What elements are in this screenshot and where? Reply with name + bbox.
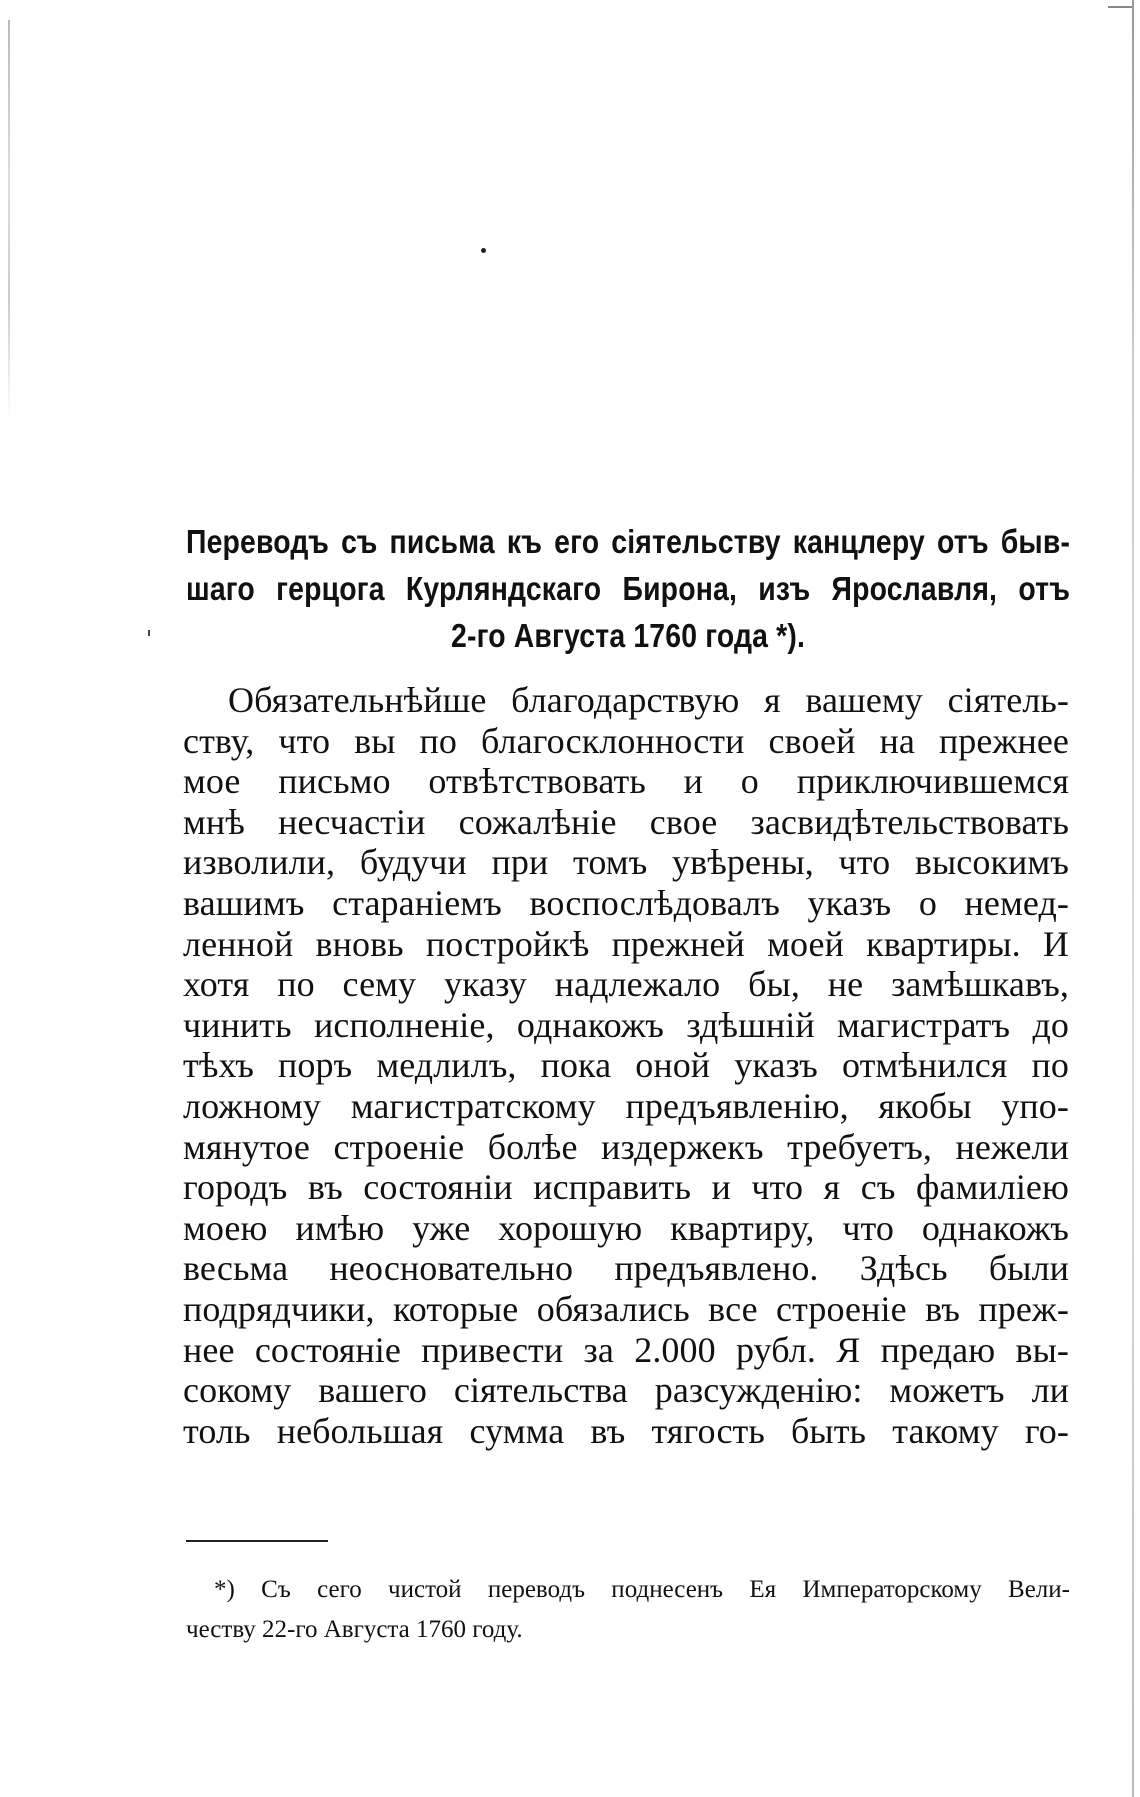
scan-edge-left (8, 20, 10, 420)
scan-edge-right (1132, 0, 1134, 1797)
body-line: городъ въ состоянiи исправить и что я съ фамилiею (183, 1167, 1069, 1208)
body-line: сокому вашего сiятельства разсужденiю: можетъ ли (183, 1370, 1069, 1411)
footnote-line: *) Съ сего чистой переводъ поднесенъ Ея Императорскому Вели- (214, 1576, 1070, 1603)
heading-line-3: 2-го Августа 1760 года *). (451, 617, 806, 654)
footnote-rule (186, 1540, 328, 1542)
body-line: толь небольшая сумма въ тягость быть такому го- (183, 1410, 1069, 1451)
body-line: вашимъ старанiемъ воспослѣдовалъ указъ о немед- (183, 882, 1069, 923)
body-line: нее состоянiе привести за 2.000 рубл. Я предаю вы- (183, 1329, 1069, 1370)
ink-speck-small (148, 630, 150, 636)
body-line: мое письмо отвѣтствовать и о приключившемся (183, 761, 1069, 802)
body-line: мнѣ несчастiи сожалѣнiе свое засвидѣтельствовать (183, 801, 1069, 842)
body-line: чинить исполненiе, однакожъ здѣшнiй магистратъ до (183, 1004, 1069, 1045)
ink-speck (481, 248, 486, 253)
body-line: хотя по сему указу надлежало бы, не замѣшкавъ, (183, 964, 1069, 1005)
body-line: Обязательнѣйше благодарствую я вашему сiятель- (228, 680, 1069, 720)
body-line: моею имѣю уже хорошую квартиру, что однакожъ (183, 1207, 1069, 1248)
body-line: ложному магистратскому предъявленiю, якобы упо- (183, 1085, 1069, 1126)
footnote-line: честву 22-го Августа 1760 году. (186, 1616, 523, 1643)
body-line: ству, что вы по благосклонности своей на прежнее (183, 720, 1069, 761)
heading-line-1: Переводъ съ письма къ его сiятельству канцлеру отъ быв- (186, 523, 1071, 560)
body-line: изволили, будучи при томъ увѣрены, что высокимъ (183, 842, 1069, 883)
body-line: мянутое строенiе болѣе издержекъ требуетъ, нежели (183, 1126, 1069, 1167)
heading-line-2: шаго герцога Курляндскаго Бирона, изъ Ярославля, отъ (186, 570, 1071, 607)
body-line: ленной вновь постройкѣ прежней моей квартиры. И (183, 923, 1069, 964)
letter-heading (186, 518, 1071, 659)
letter-body (183, 680, 1069, 1451)
body-line: тѣхъ поръ медлилъ, пока оной указъ отмѣнился по (183, 1045, 1069, 1086)
body-line: весьма неосновательно предъявлено. Здѣсь были (183, 1248, 1069, 1289)
footnote (186, 1570, 1070, 1650)
body-line: подрядчики, которые обязались все строенiе въ преж- (183, 1288, 1069, 1329)
scan-edge-mark (1108, 6, 1132, 8)
